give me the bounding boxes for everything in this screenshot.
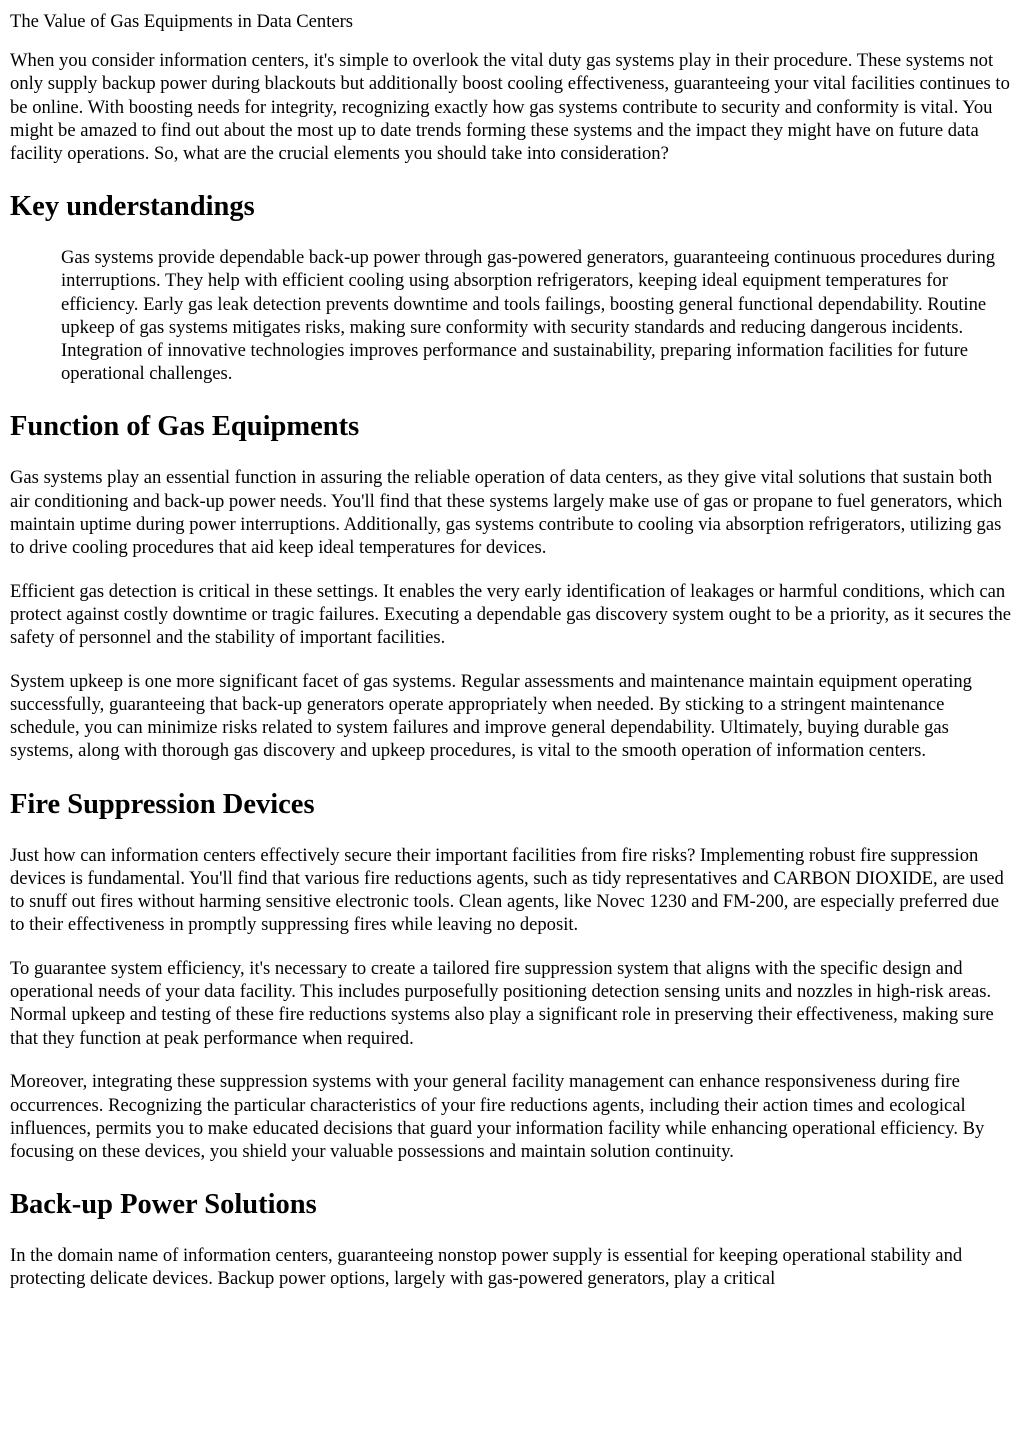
body-paragraph: Efficient gas detection is critical in these settings. It enables the very early identification of leakages or harmful conditions, which can protect against costly downtime or tragic failures. Executing a dependable gas discovery system ought to be a priority, as it secures the safety of personnel and the stability of important facilities.	[10, 580, 1012, 649]
section-heading-function-of-gas-equipments: Function of Gas Equipments	[10, 411, 360, 443]
body-paragraph: Moreover, integrating these suppression systems with your general facility management can enhance responsiveness during fire occurrences. Recognizing the particular characteristics of your fire reductions agents, including their action times and ecological influences, permits you to make educated decisions that guard your information facility while enhancing operational efficiency. By focusing on these devices, you shield your valuable possessions and maintain solution continuity.	[10, 1071, 985, 1162]
section-heading-key-understandings: Key understandings	[10, 191, 255, 223]
body-paragraph: To guarantee system efficiency, it's necessary to create a tailored fire suppression system that aligns with the specific design and operational needs of your data facility. This includes purposefully positioning detection sensing units and nozzles in high-risk areas. Normal upkeep and testing of these fire reductions systems also play a significant role in preserving their effectiveness, making sure that they function at peak performance when required.	[10, 957, 994, 1049]
key-understandings-quote: Gas systems provide dependable back-up power through gas-powered generators, guaranteeing continuous procedures during interruptions. They help with efficient cooling using absorption refrigerators, keeping ideal equipment temperatures for efficiency. Early gas leak detection prevents downtime and tools failings, boosting general functional dependability. Routine upkeep of gas systems mitigates risks, making sure conformity with security standards and reducing dangerous incidents. Integration of innovative technologies improves performance and sustainability, preparing information facilities for future operational challenges.	[61, 247, 996, 385]
body-paragraph: Just how can information centers effectively secure their important facilities from fire risks? Implementing robust fire suppression devices is fundamental. You'll find that various fire reductions agents, such as tidy representatives and CARBON DIOXIDE, are used to snuff out fires without harming sensitive electronic tools. Clean agents, like Novec 1230 and FM-200, are especially preferred due to their effectiveness in promptly suppressing fires while leaving no deposit.	[10, 844, 1004, 936]
document-title: The Value of Gas Equipments in Data Centers	[10, 11, 354, 32]
section-heading-fire-suppression-devices: Fire Suppression Devices	[10, 788, 315, 820]
body-paragraph: System upkeep is one more significant facet of gas systems. Regular assessments and maintenance maintain equipment operating successfully, guaranteeing that back-up generators operate appropriately when needed. By sticking to a stringent maintenance schedule, you can minimize risks related to system failures and improve general dependability. Ultimately, buying durable gas systems, along with thorough gas discovery and upkeep procedures, is vital to the smooth operation of information centers.	[10, 670, 972, 762]
section-heading-backup-power-solutions: Back-up Power Solutions	[10, 1189, 317, 1221]
body-paragraph: In the domain name of information centers, guaranteeing nonstop power supply is essential for keeping operational stability and protecting delicate devices. Backup power options, largely with gas-powered generators, play a critical	[10, 1245, 963, 1290]
intro-paragraph: When you consider information centers, it's simple to overlook the vital duty gas systems play in their procedure. These systems not only supply backup power during blackouts but additionally boost cooling effectiveness, guaranteeing your vital facilities continues to be online. With boosting needs for integrity, recognizing exactly how gas systems contribute to security and conformity is vital. You might be amazed to find out about the most up to date trends forming these systems and the impact they might have on future data facility operations. So, what are the crucial elements you should take into consideration?	[10, 50, 1010, 165]
body-paragraph: Gas systems play an essential function in assuring the reliable operation of data centers, as they give vital solutions that sustain both air conditioning and back-up power needs. You'll find that these systems largely make use of gas or propane to fuel generators, which maintain uptime during power interruptions. Additionally, gas systems contribute to cooling via absorption refrigerators, utilizing gas to drive cooling procedures that aid keep ideal temperatures for devices.	[10, 467, 1003, 559]
